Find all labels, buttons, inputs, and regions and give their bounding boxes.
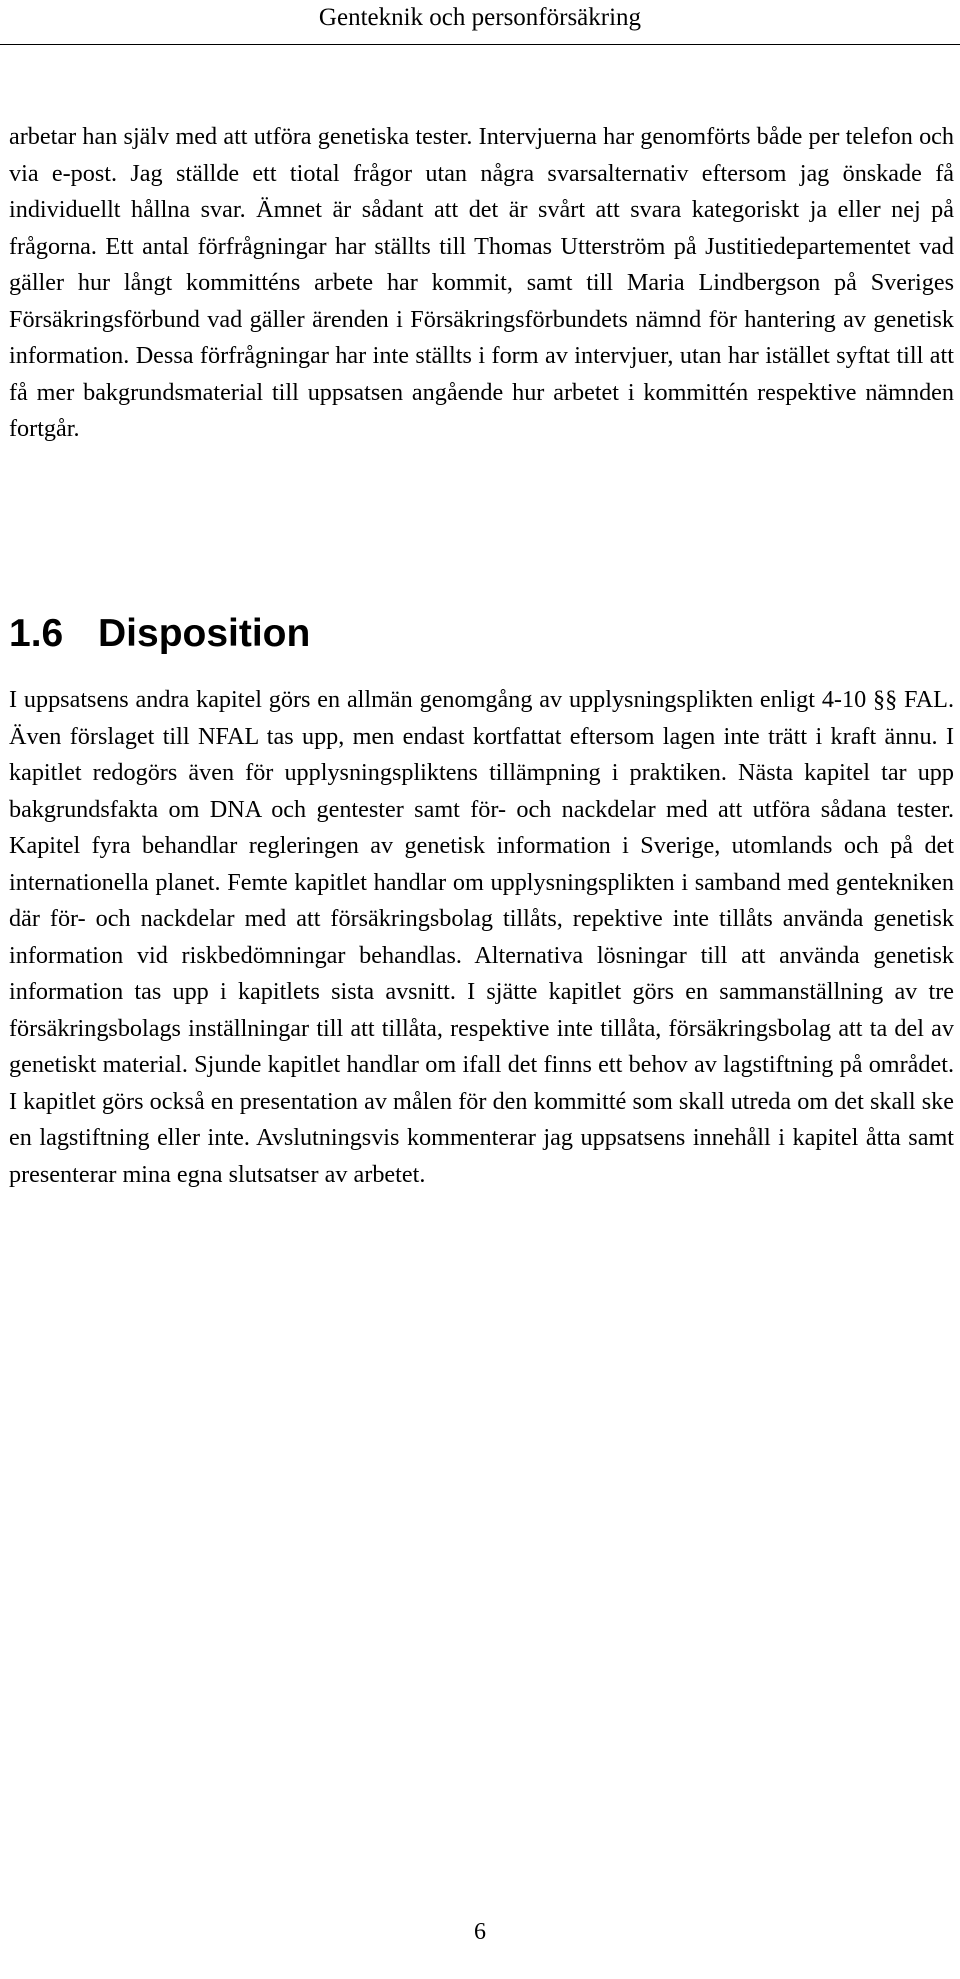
running-header: Genteknik och personförsäkring — [318, 4, 642, 31]
page-number: 6 — [474, 1919, 486, 1945]
section-heading — [9, 610, 310, 658]
body-paragraph-methods: arbetar han själv med att utföra genetiska tester. Intervjuerna har genomförts både per telefon och via e-post. Jag ställde ett tiotal frågor utan några svarsalternativ eftersom jag önskade få individuellt hållna svar. Ämnet är sådant att det är svårt att svara kategoriskt ja eller nej på frågorna. Ett antal förfrågningar har ställts till Thomas Utterström på Justitiedepartementet vad gäller hur långt kommitténs arbete har kommit, samt till Maria Lindbergson på Sveriges Försäkringsförbund vad gäller ärenden i Försäkringsförbundets nämnd för hantering av genetisk information. Dessa förfrågningar har inte ställts i form av intervjuer, utan har istället syftat till att få mer bakgrundsmaterial till uppsatsen angående hur arbetet i kommittén respektive nämnden fortgår. — [9, 123, 954, 442]
header-divider — [0, 44, 960, 45]
section-title: Disposition — [98, 612, 311, 655]
section-number: 1.6 — [9, 612, 64, 655]
body-paragraph-disposition: I uppsatsens andra kapitel görs en allmän genomgång av upplysningsplikten enligt 4-10 §§ FAL. Även förslaget till NFAL tas upp, men endast kortfattat eftersom lagen inte trätt i kraft ännu. I kapitlet redogörs även för upplysningspliktens tillämpning i praktiken. Nästa kapitel tar upp bakgrundsfakta om DNA och gentester samt för- och nackdelar med att utföra sådana tester. Kapitel fyra behandlar regleringen av genetisk information i Sverige, utomlands och på det internationella planet. Femte kapitlet handlar om upplysningsplikten i samband med gentekniken där för- och nackdelar med att försäkringsbolag tillåts, repektive inte tillåts använda genetisk information vid riskbedömningar behandlas. Alternativa lösningar till att använda genetisk information tas upp i kapitlets sista avsnitt. I sjätte kapitlet görs en sammanställning av tre försäkringsbolags inställningar till att tillåta, respektive inte tillåta, försäkringsbolag att ta del av genetiskt material. Sjunde kapitlet handlar om ifall det finns ett behov av lagstiftning på området. I kapitlet görs också en presentation av målen för den kommitté som skall utreda om det skall ske en lagstiftning eller inte. Avslutningsvis kommenterar jag uppsatsens innehåll i kapitel åtta samt presenterar mina egna slutsatser av arbetet. — [9, 686, 954, 1188]
